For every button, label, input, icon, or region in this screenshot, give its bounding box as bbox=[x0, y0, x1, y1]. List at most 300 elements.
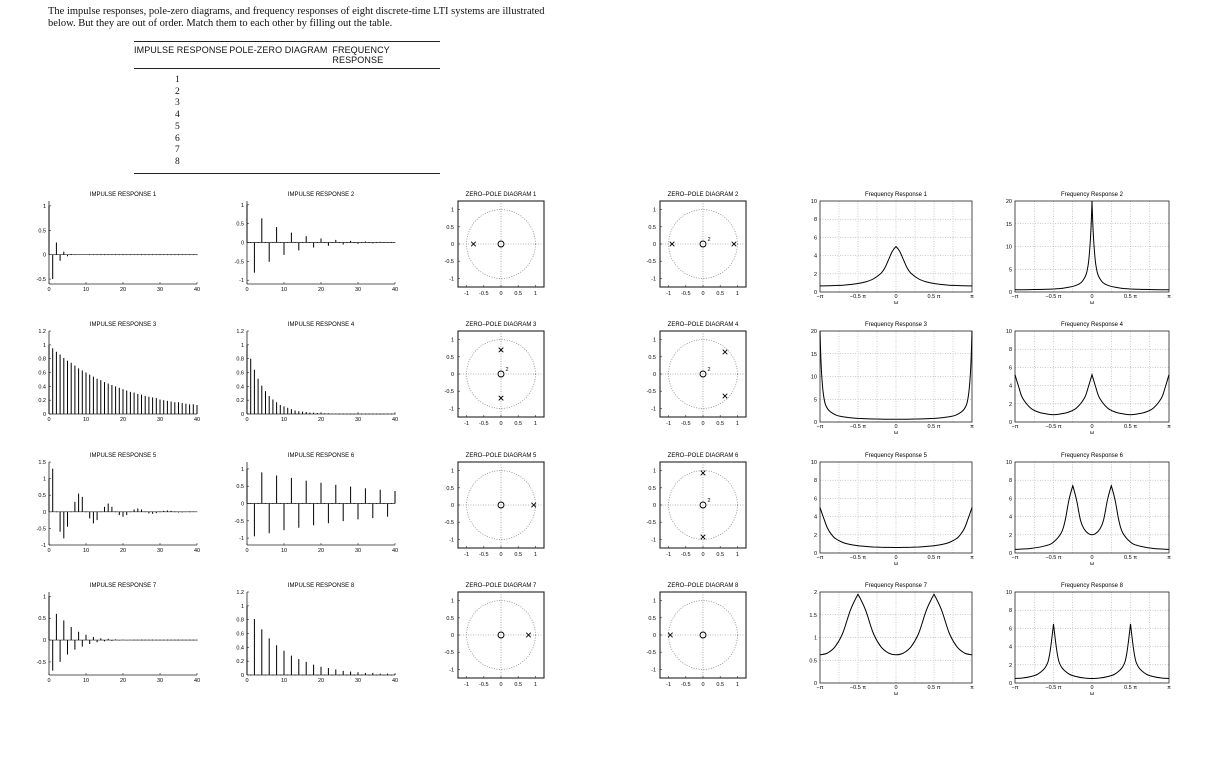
x-tick-label: 0 bbox=[245, 548, 249, 554]
x-tick-label: 1 bbox=[735, 552, 739, 558]
y-tick-label: 0 bbox=[42, 252, 46, 259]
y-tick-label: 15 bbox=[1005, 221, 1012, 228]
x-tick-label: 30 bbox=[156, 678, 164, 684]
y-tick-label: -1 bbox=[651, 667, 656, 674]
table-row[interactable]: 2 bbox=[175, 86, 180, 97]
x-tick-label: −π bbox=[816, 685, 824, 691]
y-tick-label: 15 bbox=[810, 351, 817, 358]
x-tick-label: 10 bbox=[280, 417, 288, 423]
x-tick-label: −π bbox=[1011, 685, 1019, 691]
x-tick-label: 20 bbox=[119, 548, 127, 554]
chart-title: ZERO–POLE DIAGRAM 8 bbox=[667, 583, 739, 589]
x-tick-label: −0.5 π bbox=[1045, 555, 1062, 561]
x-tick-label: 0.5 π bbox=[927, 294, 941, 300]
y-tick-label: -0.5 bbox=[444, 520, 454, 527]
chart-title: Frequency Response 8 bbox=[1060, 583, 1124, 589]
x-tick-label: 0 bbox=[47, 548, 51, 554]
x-tick-label: 40 bbox=[193, 548, 201, 554]
x-tick-label: 0 bbox=[499, 552, 503, 558]
x-tick-label: 0 bbox=[245, 287, 249, 293]
x-tick-label: −π bbox=[816, 555, 824, 561]
x-tick-label: 1 bbox=[533, 682, 537, 688]
chart-impulse-7 bbox=[38, 322, 200, 423]
x-tick-label: 0.5 π bbox=[1124, 424, 1137, 430]
x-tick-label: −0.5 π bbox=[1045, 685, 1062, 691]
y-tick-label: 0 bbox=[240, 501, 244, 508]
y-tick-label: 0.2 bbox=[236, 659, 244, 666]
y-tick-label: -0.5 bbox=[36, 277, 46, 284]
y-tick-label: 6 bbox=[813, 235, 817, 242]
y-tick-label: 10 bbox=[1005, 590, 1012, 596]
y-tick-label: 5 bbox=[1008, 267, 1012, 274]
chart-title: IMPULSE RESPONSE 2 bbox=[287, 192, 355, 198]
x-tick-label: 30 bbox=[354, 287, 362, 293]
chart-freq-24 bbox=[1006, 583, 1171, 697]
y-tick-label: 0.5 bbox=[809, 658, 817, 665]
y-tick-label: 0 bbox=[450, 242, 454, 248]
x-tick-label: -1 bbox=[666, 682, 672, 688]
x-tick-label: 30 bbox=[156, 417, 164, 423]
y-tick-label: 0.6 bbox=[236, 631, 244, 638]
y-tick-label: 0 bbox=[813, 681, 817, 687]
y-tick-label: -0.5 bbox=[646, 259, 656, 266]
chart-title: ZERO–POLE DIAGRAM 4 bbox=[667, 322, 739, 328]
y-tick-label: 6 bbox=[1008, 626, 1012, 633]
x-tick-label: 0.5 π bbox=[927, 685, 941, 691]
x-tick-label: 40 bbox=[193, 678, 201, 684]
chart-impulse-20 bbox=[236, 583, 398, 684]
y-tick-label: 0.5 bbox=[648, 354, 656, 361]
y-tick-label: 1 bbox=[652, 207, 656, 214]
x-tick-label: -1 bbox=[666, 291, 672, 297]
x-tick-label: 10 bbox=[82, 417, 90, 423]
x-tick-label: 20 bbox=[119, 678, 127, 684]
x-tick-label: 1 bbox=[533, 421, 537, 427]
x-tick-label: -0.5 bbox=[479, 682, 489, 688]
chart-title: ZERO–POLE DIAGRAM 5 bbox=[465, 453, 537, 459]
x-tick-label: 40 bbox=[391, 678, 399, 684]
table-row[interactable]: 8 bbox=[175, 156, 180, 167]
x-axis-label: ω bbox=[1089, 430, 1095, 436]
chart-freq-12 bbox=[1006, 322, 1171, 436]
chart-title: ZERO–POLE DIAGRAM 3 bbox=[465, 322, 537, 328]
y-tick-label: 1 bbox=[450, 207, 454, 214]
y-tick-label: 1 bbox=[240, 603, 244, 610]
x-tick-label: -1 bbox=[464, 421, 470, 427]
x-tick-label: −0.5 π bbox=[849, 555, 867, 561]
x-axis-label: ω bbox=[893, 691, 899, 697]
x-tick-label: 0 bbox=[47, 678, 51, 684]
y-tick-label: 4 bbox=[1008, 514, 1012, 521]
x-tick-label: −π bbox=[1011, 555, 1019, 561]
y-tick-label: 0.5 bbox=[446, 224, 454, 231]
y-tick-label: 1 bbox=[450, 598, 454, 605]
x-tick-label: −0.5 π bbox=[849, 685, 867, 691]
x-tick-label: 1 bbox=[735, 291, 739, 297]
y-tick-label: 8 bbox=[1008, 608, 1012, 615]
x-tick-label: -0.5 bbox=[479, 291, 489, 297]
y-tick-label: 0.6 bbox=[38, 370, 46, 377]
y-tick-label: 0 bbox=[42, 638, 46, 645]
x-tick-label: 20 bbox=[119, 417, 127, 423]
x-tick-label: π bbox=[970, 294, 974, 300]
x-tick-label: 0 bbox=[1090, 424, 1094, 430]
x-tick-label: 40 bbox=[391, 417, 399, 423]
chart-title: Frequency Response 6 bbox=[1060, 453, 1124, 459]
x-tick-label: 0 bbox=[701, 421, 705, 427]
y-tick-label: 0.5 bbox=[648, 615, 656, 622]
problem-statement: The impulse responses, pole-zero diagrams, and frequency responses of eight discrete-time LTI systems are illustrated below. But they are out of order. Match them to each other by filling out the table. bbox=[48, 6, 545, 29]
x-tick-label: 0.5 bbox=[514, 552, 523, 558]
y-tick-label: 0.5 bbox=[446, 615, 454, 622]
y-tick-label: 0 bbox=[42, 412, 46, 418]
y-tick-label: 0.5 bbox=[236, 484, 244, 491]
y-tick-label: 0.4 bbox=[38, 384, 46, 391]
y-tick-label: 6 bbox=[813, 496, 817, 503]
y-tick-label: 1 bbox=[42, 594, 46, 601]
x-tick-label: 0 bbox=[245, 678, 249, 684]
y-tick-label: 0 bbox=[652, 633, 656, 639]
x-tick-label: 0 bbox=[1090, 555, 1094, 561]
x-tick-label: −π bbox=[816, 294, 824, 300]
y-tick-label: 0.4 bbox=[236, 384, 244, 391]
x-tick-label: π bbox=[1167, 294, 1171, 300]
y-tick-label: 6 bbox=[1008, 365, 1012, 372]
chart-polezero-21 bbox=[445, 583, 544, 688]
x-tick-label: -0.5 bbox=[681, 291, 691, 297]
chart-freq-23 bbox=[809, 583, 974, 697]
x-tick-label: 0.5 bbox=[514, 421, 523, 427]
chart-impulse-19 bbox=[37, 583, 201, 684]
y-tick-label: 2 bbox=[1008, 662, 1012, 669]
y-tick-label: 0 bbox=[1008, 420, 1012, 426]
y-tick-label: 2 bbox=[1008, 401, 1012, 408]
chart-polezero-22 bbox=[647, 583, 746, 688]
y-tick-label: -1 bbox=[651, 406, 656, 413]
x-tick-label: 1 bbox=[533, 291, 537, 297]
x-tick-label: 20 bbox=[119, 287, 127, 293]
y-tick-label: 1 bbox=[42, 203, 46, 210]
x-tick-label: 20 bbox=[317, 548, 325, 554]
x-axis-label: ω bbox=[1089, 561, 1095, 567]
chart-title: IMPULSE RESPONSE 5 bbox=[89, 453, 157, 459]
x-tick-label: 30 bbox=[354, 548, 362, 554]
y-tick-label: 0 bbox=[450, 633, 454, 639]
y-tick-label: 1 bbox=[652, 598, 656, 605]
y-tick-label: -1 bbox=[449, 406, 454, 413]
chart-title: Frequency Response 1 bbox=[864, 192, 928, 198]
x-tick-label: 0 bbox=[1090, 294, 1094, 300]
x-tick-label: 0.5 π bbox=[927, 424, 941, 430]
x-tick-label: 0.5 π bbox=[1124, 294, 1137, 300]
x-tick-label: 0 bbox=[894, 555, 898, 561]
x-tick-label: 20 bbox=[317, 678, 325, 684]
y-tick-label: 2 bbox=[1008, 532, 1012, 539]
x-tick-label: 0 bbox=[701, 552, 705, 558]
y-tick-label: 1 bbox=[652, 337, 656, 344]
x-tick-label: -0.5 bbox=[681, 421, 691, 427]
x-tick-label: −0.5 π bbox=[1045, 294, 1062, 300]
x-tick-label: 10 bbox=[280, 548, 288, 554]
x-tick-label: 0 bbox=[245, 417, 249, 423]
x-tick-label: −0.5 π bbox=[849, 294, 867, 300]
y-tick-label: 0.2 bbox=[236, 398, 244, 405]
x-tick-label: -0.5 bbox=[479, 552, 489, 558]
multiplicity-label: 2 bbox=[707, 236, 711, 243]
y-tick-label: 4 bbox=[1008, 644, 1012, 651]
chart-title: IMPULSE RESPONSE 8 bbox=[287, 583, 355, 589]
chart-title: IMPULSE RESPONSE 1 bbox=[89, 192, 157, 198]
y-tick-label: -0.5 bbox=[234, 259, 244, 266]
y-tick-label: 20 bbox=[1005, 199, 1012, 205]
chart-title: IMPULSE RESPONSE 3 bbox=[89, 322, 157, 328]
x-tick-label: 0.5 bbox=[716, 291, 725, 297]
y-tick-label: 0 bbox=[240, 673, 244, 679]
x-tick-label: −0.5 π bbox=[1045, 424, 1062, 430]
table-row[interactable]: 7 bbox=[175, 145, 180, 156]
chart-impulse-8 bbox=[236, 322, 398, 423]
x-axis-label: ω bbox=[893, 300, 899, 306]
x-tick-label: -1 bbox=[464, 552, 470, 558]
y-tick-label: 0 bbox=[1008, 290, 1012, 296]
y-tick-label: -0.5 bbox=[444, 259, 454, 266]
y-tick-label: 0.5 bbox=[38, 228, 46, 235]
y-tick-label: 1 bbox=[240, 466, 244, 473]
x-tick-label: 0 bbox=[894, 424, 898, 430]
chart-title: Frequency Response 4 bbox=[1060, 322, 1124, 328]
x-tick-label: 0 bbox=[894, 294, 898, 300]
x-tick-label: 30 bbox=[354, 417, 362, 423]
y-tick-label: 1 bbox=[240, 342, 244, 349]
y-tick-label: 2 bbox=[813, 532, 817, 539]
y-tick-label: 0 bbox=[652, 503, 656, 509]
x-tick-label: −π bbox=[1011, 294, 1019, 300]
x-tick-label: 20 bbox=[317, 417, 325, 423]
y-tick-label: 0 bbox=[813, 290, 817, 296]
header-frequency-response: FREQUENCY RESPONSE bbox=[332, 45, 390, 65]
y-tick-label: 10 bbox=[810, 199, 817, 205]
x-tick-label: 30 bbox=[156, 548, 164, 554]
table-row[interactable]: 1 bbox=[175, 75, 180, 85]
chart-freq-17 bbox=[811, 453, 974, 567]
y-tick-label: 10 bbox=[1005, 329, 1012, 335]
x-tick-label: 30 bbox=[354, 678, 362, 684]
y-tick-label: -0.5 bbox=[646, 520, 656, 527]
y-tick-label: -0.5 bbox=[646, 389, 656, 396]
y-tick-label: 1 bbox=[450, 337, 454, 344]
x-tick-label: 40 bbox=[193, 287, 201, 293]
y-tick-label: 8 bbox=[1008, 347, 1012, 354]
y-tick-label: -1 bbox=[449, 537, 454, 544]
chart-title: ZERO–POLE DIAGRAM 1 bbox=[465, 192, 537, 198]
x-tick-label: 0 bbox=[47, 287, 51, 293]
y-tick-label: -0.5 bbox=[646, 650, 656, 657]
x-tick-label: 0 bbox=[701, 291, 705, 297]
y-tick-label: 20 bbox=[810, 329, 817, 335]
y-tick-label: 0 bbox=[1008, 551, 1012, 557]
chart-title: Frequency Response 2 bbox=[1060, 192, 1124, 198]
y-tick-label: 5 bbox=[813, 397, 817, 404]
x-tick-label: π bbox=[1167, 685, 1171, 691]
y-tick-label: 0 bbox=[450, 372, 454, 378]
x-tick-label: -1 bbox=[464, 291, 470, 297]
y-tick-label: 0.8 bbox=[236, 356, 244, 363]
x-tick-label: 30 bbox=[156, 287, 164, 293]
y-tick-label: -1 bbox=[449, 276, 454, 283]
multiplicity-label: 2 bbox=[505, 366, 509, 373]
table-row[interactable]: 5 bbox=[175, 121, 180, 132]
y-tick-label: 0 bbox=[240, 240, 244, 247]
table-row[interactable]: 4 bbox=[175, 110, 180, 121]
chart-title: Frequency Response 5 bbox=[864, 453, 928, 459]
x-tick-label: 0 bbox=[701, 682, 705, 688]
y-tick-label: -1 bbox=[449, 667, 454, 674]
chart-polezero-4 bbox=[647, 192, 746, 297]
chart-freq-11 bbox=[811, 322, 974, 436]
x-axis-label: ω bbox=[1089, 300, 1095, 306]
chart-freq-18 bbox=[1006, 453, 1171, 567]
multiplicity-label: 2 bbox=[707, 366, 711, 373]
x-tick-label: 10 bbox=[82, 287, 90, 293]
y-tick-label: 0.5 bbox=[446, 485, 454, 492]
x-tick-label: π bbox=[970, 685, 974, 691]
multiplicity-label: 2 bbox=[707, 497, 711, 504]
chart-polezero-16 bbox=[647, 453, 746, 558]
y-tick-label: 1.5 bbox=[38, 460, 46, 466]
x-tick-label: 0.5 π bbox=[927, 555, 941, 561]
y-tick-label: 10 bbox=[1005, 244, 1012, 251]
chart-title: IMPULSE RESPONSE 6 bbox=[287, 453, 355, 459]
x-tick-label: 0.5 π bbox=[1124, 555, 1137, 561]
y-tick-label: -1 bbox=[651, 537, 656, 544]
x-tick-label: −π bbox=[1011, 424, 1019, 430]
y-tick-label: 1 bbox=[813, 635, 817, 642]
x-tick-label: -0.5 bbox=[479, 421, 489, 427]
y-tick-label: 1 bbox=[652, 468, 656, 475]
y-tick-label: -0.5 bbox=[444, 650, 454, 657]
chart-freq-6 bbox=[1006, 192, 1171, 306]
y-tick-label: -1 bbox=[651, 276, 656, 283]
x-tick-label: 40 bbox=[391, 548, 399, 554]
y-tick-label: -0.5 bbox=[234, 518, 244, 525]
y-tick-label: 0 bbox=[813, 420, 817, 426]
y-tick-label: -0.5 bbox=[444, 389, 454, 396]
y-tick-label: -1 bbox=[239, 278, 244, 285]
chart-title: IMPULSE RESPONSE 7 bbox=[89, 583, 157, 589]
y-tick-label: 0.5 bbox=[38, 616, 46, 623]
x-tick-label: 0 bbox=[499, 291, 503, 297]
x-tick-label: 20 bbox=[317, 287, 325, 293]
y-tick-label: 0.5 bbox=[648, 224, 656, 231]
chart-title: ZERO–POLE DIAGRAM 2 bbox=[667, 192, 739, 198]
pole-marker bbox=[723, 350, 728, 355]
y-tick-label: 10 bbox=[1005, 460, 1012, 466]
x-tick-label: 1 bbox=[533, 552, 537, 558]
y-tick-label: 0 bbox=[1008, 681, 1012, 687]
y-tick-label: 0.8 bbox=[38, 356, 46, 363]
table-row[interactable]: 3 bbox=[175, 98, 180, 109]
chart-title: IMPULSE RESPONSE 4 bbox=[287, 322, 355, 328]
x-axis-label: ω bbox=[893, 561, 899, 567]
y-tick-label: -1 bbox=[41, 543, 46, 549]
y-tick-label: 0.6 bbox=[236, 370, 244, 377]
x-tick-label: π bbox=[1167, 555, 1171, 561]
y-tick-label: 1 bbox=[42, 342, 46, 349]
pole-marker bbox=[723, 394, 728, 399]
x-tick-label: 0 bbox=[1090, 685, 1094, 691]
table-row[interactable]: 6 bbox=[175, 133, 180, 144]
y-tick-label: 1.2 bbox=[38, 329, 46, 335]
chart-polezero-9 bbox=[445, 322, 544, 427]
x-tick-label: 10 bbox=[82, 548, 90, 554]
x-tick-label: 0.5 bbox=[514, 291, 523, 297]
y-tick-label: 10 bbox=[810, 374, 817, 381]
chart-impulse-14 bbox=[235, 453, 399, 554]
y-tick-label: 2 bbox=[813, 271, 817, 278]
y-tick-label: 4 bbox=[1008, 383, 1012, 390]
y-tick-label: 0.5 bbox=[38, 493, 46, 500]
x-tick-label: 10 bbox=[280, 678, 288, 684]
y-tick-label: 8 bbox=[813, 217, 817, 224]
x-tick-label: 0.5 π bbox=[1124, 685, 1137, 691]
y-tick-label: 0 bbox=[652, 372, 656, 378]
y-tick-label: 0 bbox=[652, 242, 656, 248]
chart-polezero-10 bbox=[647, 322, 746, 427]
x-tick-label: 1 bbox=[735, 421, 739, 427]
x-tick-label: 10 bbox=[82, 678, 90, 684]
y-tick-label: 0.2 bbox=[38, 398, 46, 405]
x-tick-label: 40 bbox=[391, 287, 399, 293]
y-tick-label: 0.5 bbox=[648, 485, 656, 492]
x-tick-label: 0.5 bbox=[716, 552, 725, 558]
chart-title: Frequency Response 3 bbox=[864, 322, 928, 328]
y-tick-label: 0.4 bbox=[236, 645, 244, 652]
chart-title: Frequency Response 7 bbox=[864, 583, 928, 589]
y-tick-label: 6 bbox=[1008, 496, 1012, 503]
x-tick-label: −π bbox=[816, 424, 824, 430]
y-tick-label: 1.2 bbox=[236, 329, 244, 335]
y-tick-label: 10 bbox=[810, 460, 817, 466]
y-tick-label: 0.5 bbox=[446, 354, 454, 361]
x-tick-label: 1 bbox=[735, 682, 739, 688]
chart-polezero-3 bbox=[445, 192, 544, 297]
chart-impulse-1 bbox=[37, 192, 201, 293]
chart-title: ZERO–POLE DIAGRAM 7 bbox=[465, 583, 537, 589]
y-tick-label: 0 bbox=[42, 509, 46, 516]
y-tick-label: 4 bbox=[813, 514, 817, 521]
x-axis-label: ω bbox=[1089, 691, 1095, 697]
x-tick-label: π bbox=[1167, 424, 1171, 430]
y-tick-label: -1 bbox=[239, 536, 244, 543]
y-tick-label: 0.5 bbox=[236, 221, 244, 228]
x-tick-label: 0.5 bbox=[514, 682, 523, 688]
pole-marker bbox=[471, 242, 476, 247]
y-tick-label: 2 bbox=[813, 590, 817, 596]
x-tick-label: 0 bbox=[499, 421, 503, 427]
y-tick-label: 1.5 bbox=[809, 612, 817, 619]
header-impulse-response: IMPULSE RESPONSE bbox=[134, 45, 228, 55]
y-tick-label: 0.8 bbox=[236, 617, 244, 624]
x-tick-label: 0 bbox=[499, 682, 503, 688]
x-tick-label: -1 bbox=[666, 421, 672, 427]
x-tick-label: −0.5 π bbox=[849, 424, 867, 430]
x-tick-label: π bbox=[970, 555, 974, 561]
x-tick-label: -1 bbox=[666, 552, 672, 558]
y-tick-label: 0 bbox=[813, 551, 817, 557]
x-tick-label: π bbox=[970, 424, 974, 430]
y-tick-label: 1 bbox=[240, 202, 244, 209]
x-tick-label: 0.5 bbox=[716, 682, 725, 688]
